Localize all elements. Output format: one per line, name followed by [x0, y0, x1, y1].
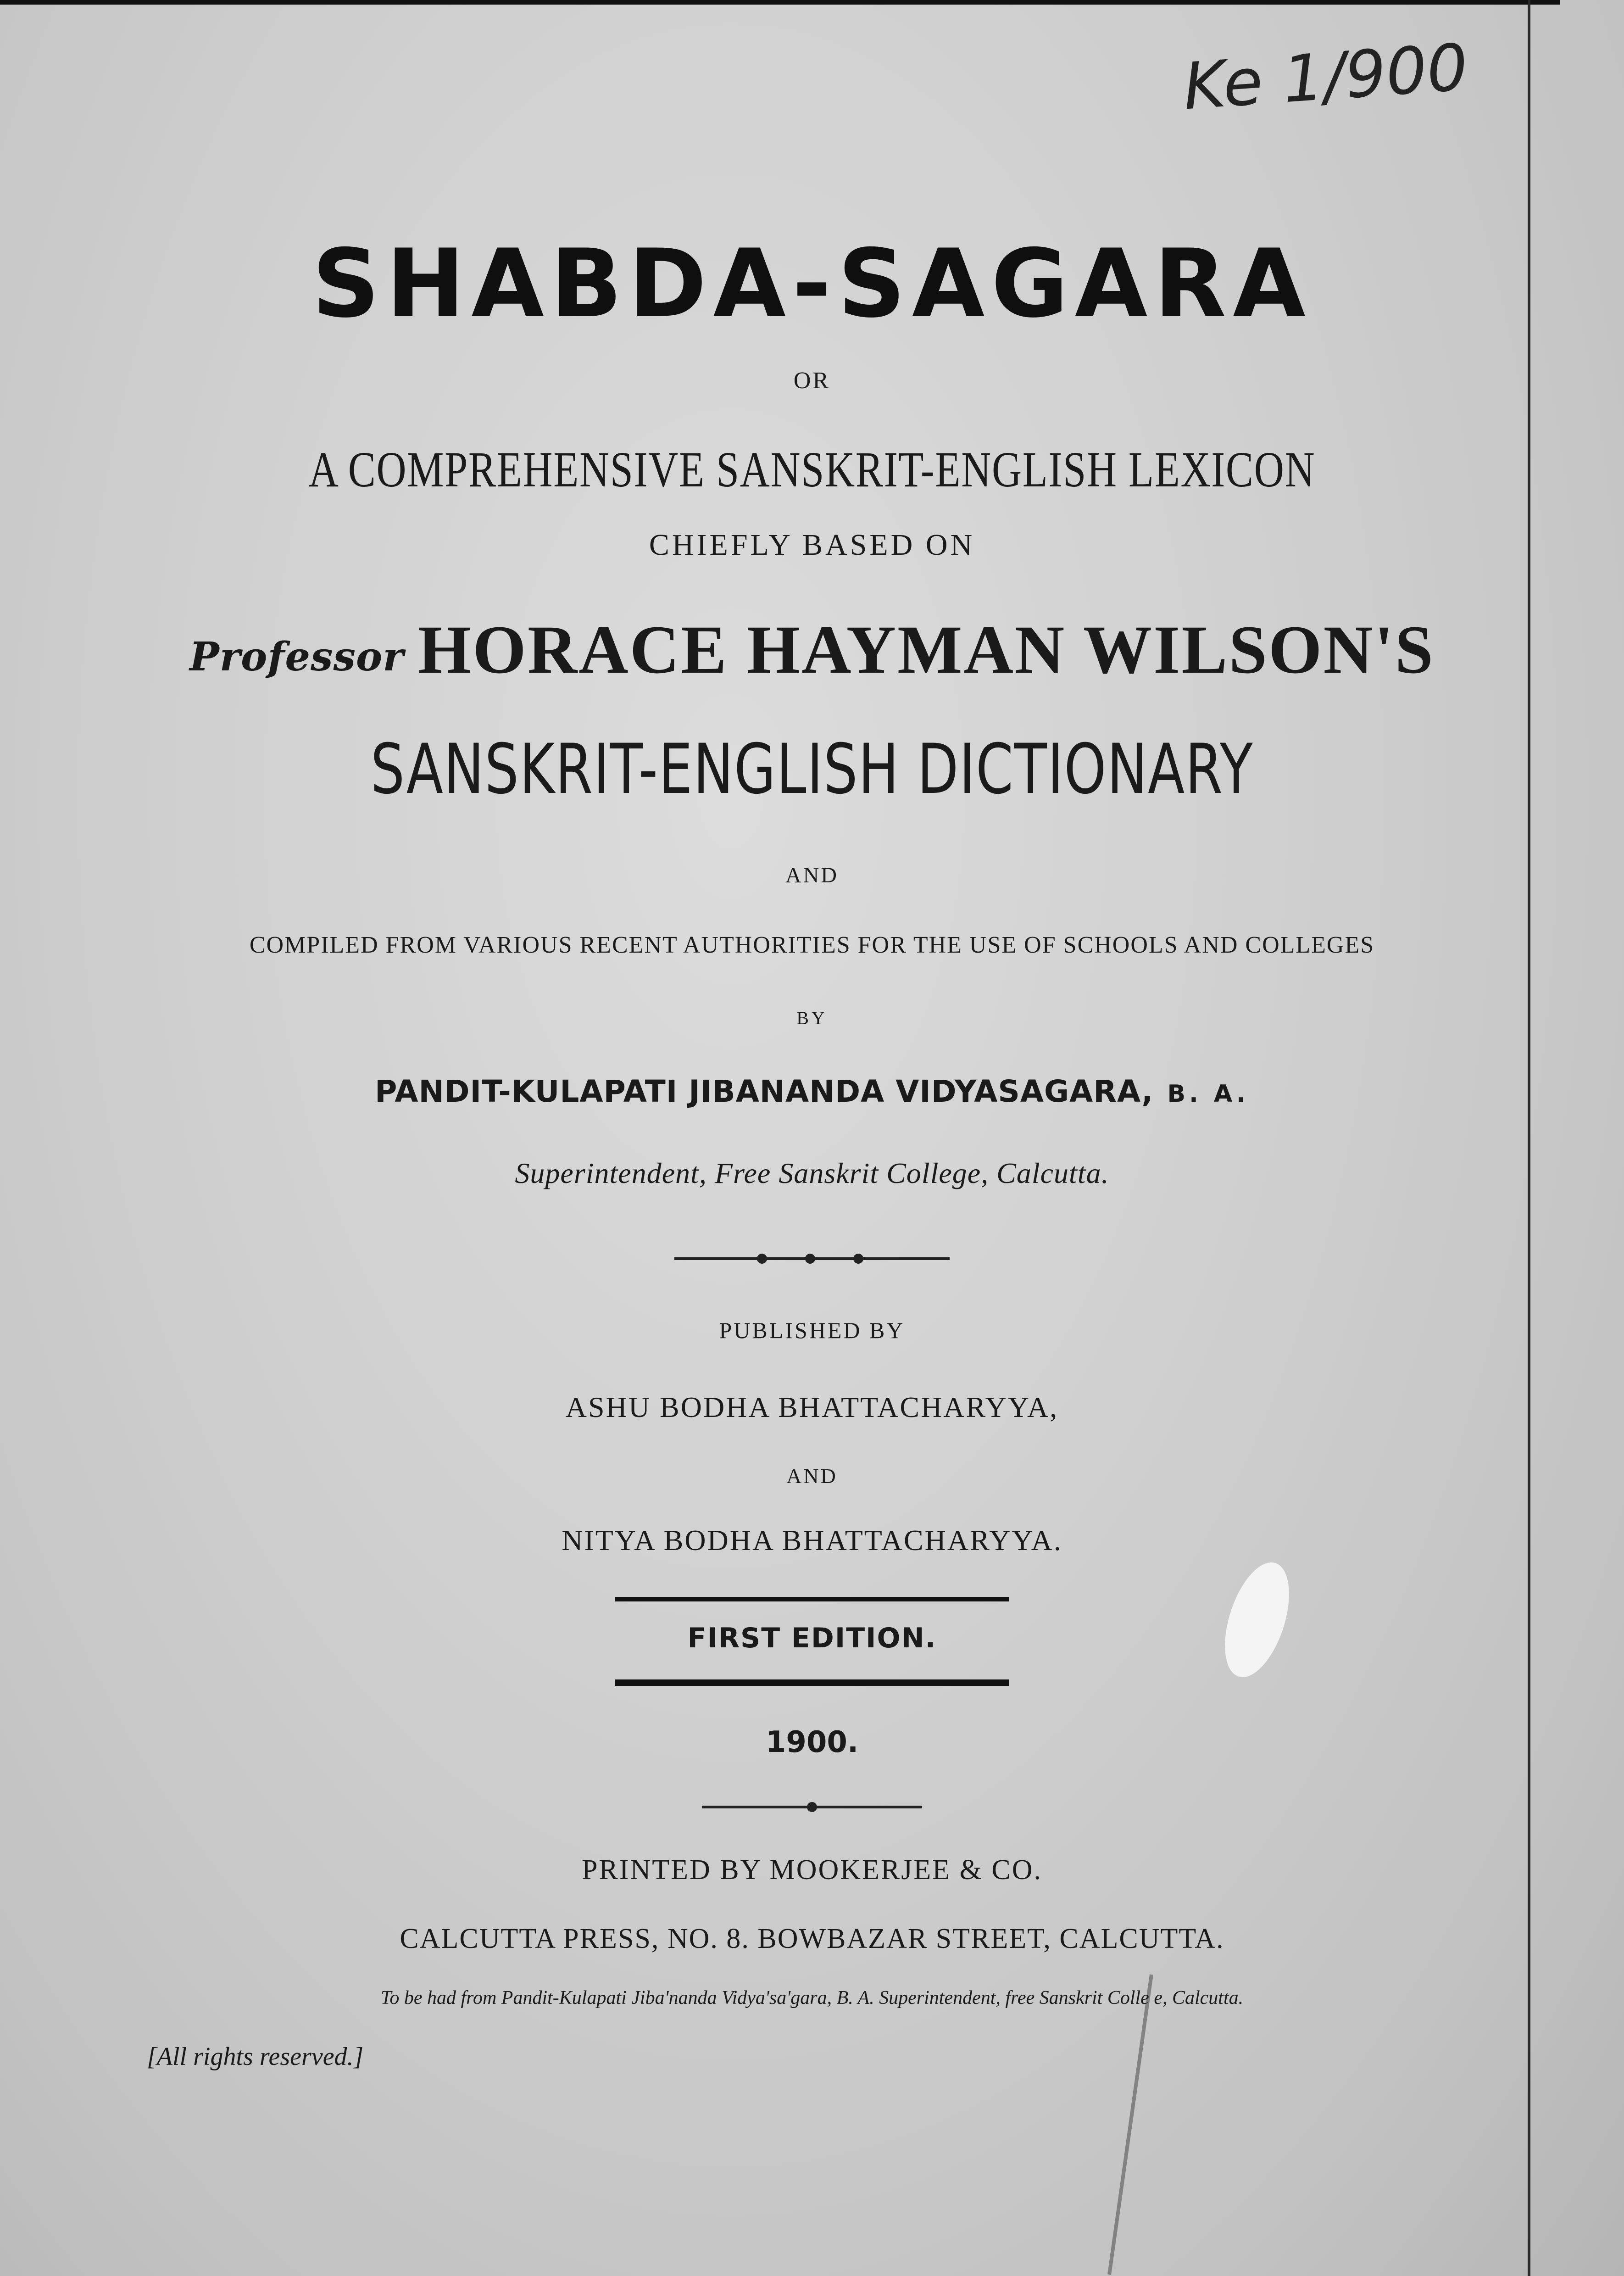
press-address: CALCUTTA PRESS, NO. 8. BOWBAZAR STREET, CALCUTTA. [400, 1923, 1224, 1954]
compiled-line: COMPILED FROM VARIOUS RECENT AUTHORITIES FOR THE USE OF SCHOOLS AND COLLEGES [249, 932, 1375, 958]
author-title: Superintendent, Free Sanskrit College, Calcutta. [515, 1157, 1109, 1189]
edition-label: FIRST EDITION. [687, 1622, 937, 1654]
professor-label: Professor [189, 634, 404, 681]
rights-reserved: [All rights reserved.] [147, 2042, 364, 2071]
paper-tear [1107, 1975, 1153, 2275]
edition-rule-top [615, 1597, 1009, 1601]
published-by: PUBLISHED BY [719, 1317, 905, 1343]
by-connector: BY [796, 1008, 828, 1028]
author-name: PANDIT-KULAPATI JIBANANDA VIDYASAGARA, [375, 1074, 1154, 1109]
publisher-ashu: ASHU BODHA BHATTACHARYYA, [565, 1391, 1059, 1423]
and-connector-2: AND [786, 1464, 838, 1488]
handwritten-catalog-number: Ke 1/900 [1181, 30, 1470, 125]
chiefly-based-on: CHIEFLY BASED ON [649, 528, 975, 562]
top-border [0, 0, 1560, 5]
author-degree: B. A. [1167, 1080, 1249, 1108]
edition-rule-bottom [615, 1679, 1009, 1686]
author-line [0, 1074, 1624, 1109]
and-connector-1: AND [785, 863, 839, 887]
printed-by: PRINTED BY MOOKERJEE & CO. [581, 1854, 1042, 1886]
availability-note: To be had from Pandit-Kulapati Jiba'nanda Vidya'sa'gara, B. A. Superintendent, free Sanskrit Colle e, Calcutta. [380, 1987, 1244, 2008]
wilson-line [0, 610, 1624, 689]
paper-stain [1212, 1555, 1301, 1685]
subtitle: A COMPREHENSIVE SANSKRIT-ENGLISH LEXICON [308, 441, 1316, 497]
publisher-nitya: NITYA BODHA BHATTACHARYYA. [562, 1524, 1062, 1556]
book-title: SHABDA-SAGARA [312, 229, 1312, 339]
wilson-name: HORACE HAYMAN WILSON'S [417, 612, 1435, 688]
or-connector: OR [793, 368, 831, 394]
publication-year: 1900. [765, 1725, 859, 1759]
dictionary-title: SANSKRIT-ENGLISH DICTIONARY [370, 730, 1254, 809]
